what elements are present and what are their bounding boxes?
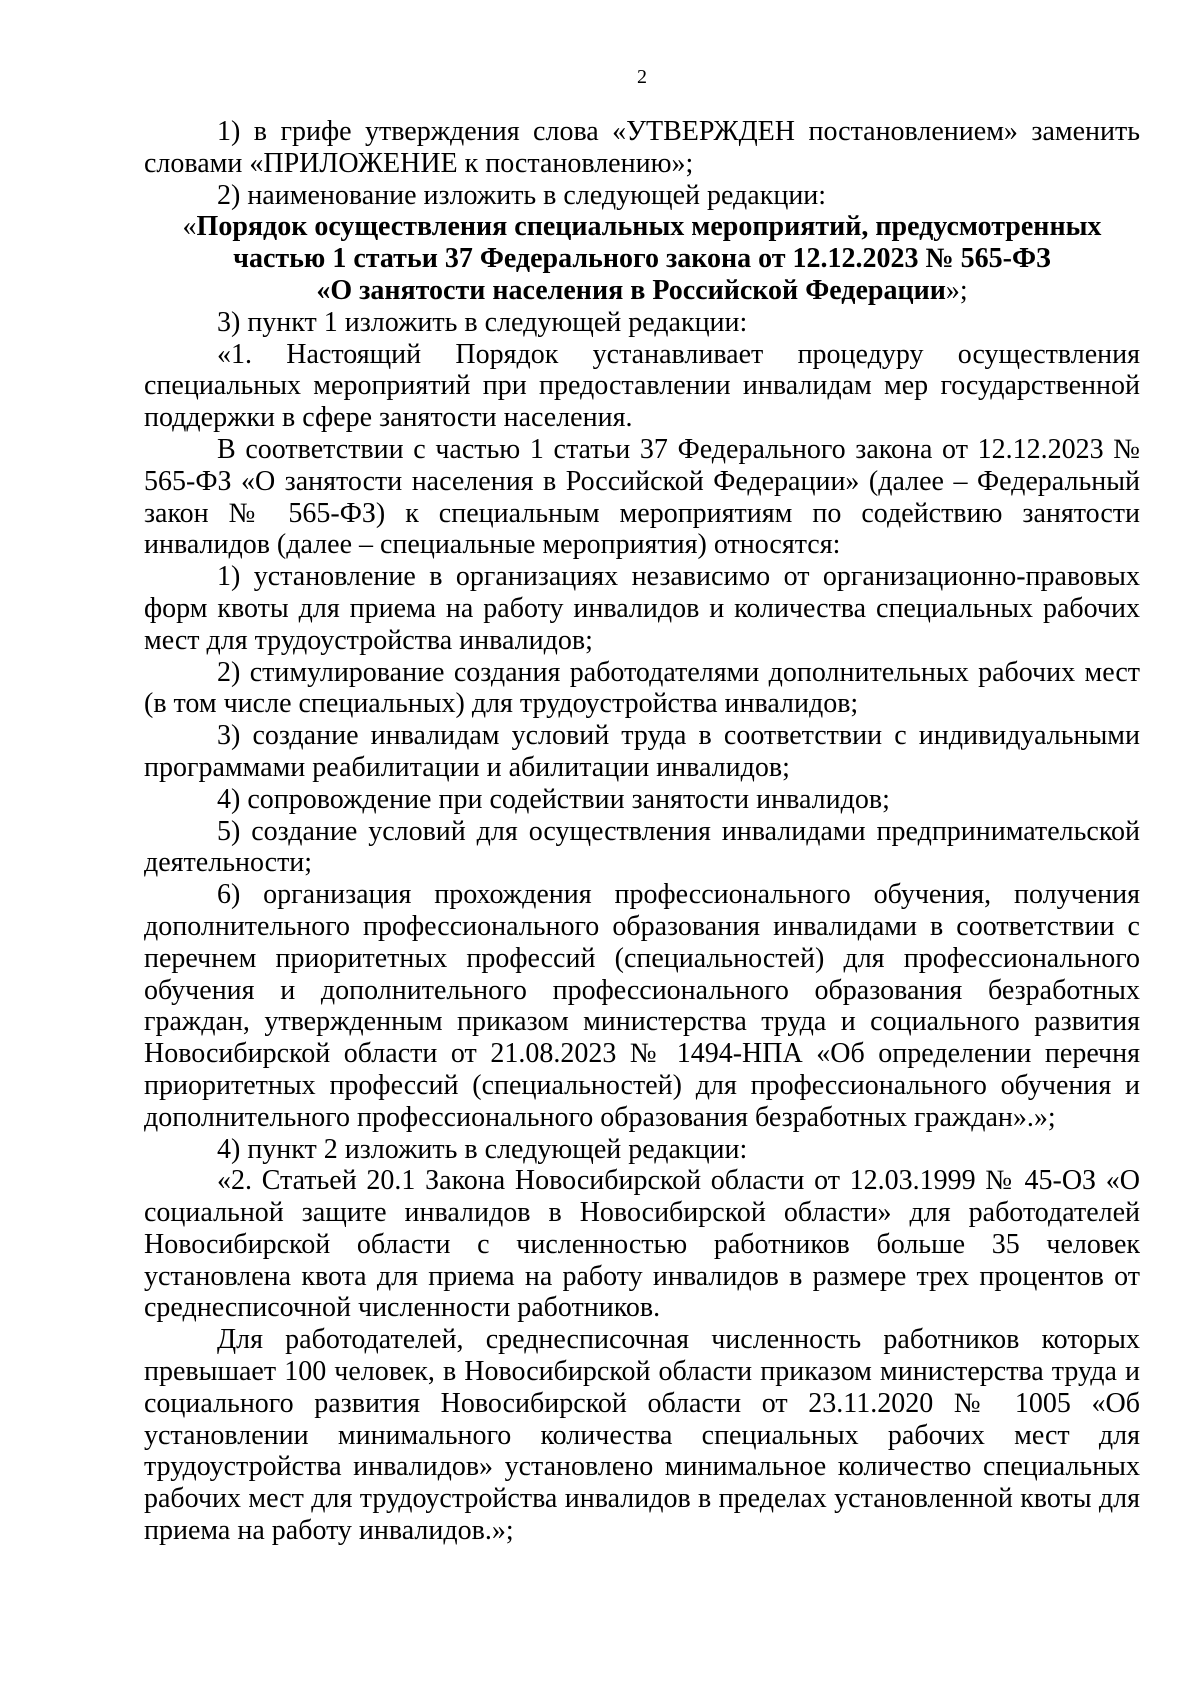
clause-1-paragraph-1: «1. Настоящий Порядок устанавливает процедуру осуществления специальных мероприятий при предоставлении инвалидам мер государственной поддержки в сфере занятости населения. <box>144 338 1140 434</box>
clause-1-list-item: 4) сопровождение при содействии занятости инвалидов; <box>217 783 890 815</box>
new-title-line-3: «О занятости населения в Российской Федерации <box>316 274 946 306</box>
clause-1-list-item: 5) создание условий для осуществления инвалидами предпринимательской деятельности; <box>144 815 1140 879</box>
document-page <box>144 64 1140 1547</box>
clause-1-list-item: 2) стимулирование создания работодателями дополнительных рабочих мест (в том числе специальных) для трудоустройства инвалидов; <box>144 656 1140 720</box>
clause-1-list-item: 6) организация прохождения профессионального обучения, получения дополнительного профессионального образования инвалидами в соответствии с перечнем приоритетных профессий (специальностей) для профессионального обучения и дополнительного профессионального образования безработных граждан, утвержденным приказом министерства труда и социального развития Новосибирской области от 21.08.2023 № 1494-НПА «Об определении перечня приоритетных профессий (специальностей) для профессионального обучения и дополнительного профессионального образования безработных граждан».»; <box>144 879 1140 1133</box>
amendment-item-4: 4) пункт 2 изложить в следующей редакции: <box>217 1133 748 1165</box>
new-title <box>144 211 1140 306</box>
clause-1-paragraph-2: В соответствии с частью 1 статьи 37 Федерального закона от 12.12.2023 № 565-ФЗ «О занятости населения в Российской Федерации» (далее – Федеральный закон № 565-ФЗ) к специальным мероприятиям по содействию занятости инвалидов (далее – специальные мероприятия) относятся: <box>144 433 1140 561</box>
clause-2-paragraph-1: «2. Статьей 20.1 Закона Новосибирской области от 12.03.1999 № 45-ОЗ «О социальной защите инвалидов в Новосибирской области» для работодателей Новосибирской области с численностью работников больше 35 человек установлена квота для приема на работу инвалидов в размере трех процентов от среднесписочной численности работников. <box>144 1165 1140 1324</box>
clause-1-list-item: 1) установление в организациях независимо от организационно-правовых форм квоты для приема на работу инвалидов и количества специальных рабочих мест для трудоустройства инвалидов; <box>144 561 1140 656</box>
new-title-line-2: частью 1 статьи 37 Федерального закона от 12.12.2023 № 565-ФЗ <box>233 243 1051 275</box>
clause-2-paragraph-2: Для работодателей, среднесписочная численность работников которых превышает 100 человек, в Новосибирской области приказом министерства труда и социального развития Новосибирской области от 23.11.2020 № 1005 «Об установлении минимального количества специальных рабочих мест для трудоустройства инвалидов» установлено минимальное количество специальных рабочих мест для трудоустройства инвалидов в пределах установленной квоты для приема на работу инвалидов.»; <box>144 1324 1140 1547</box>
new-title-open-quote: « <box>182 211 197 243</box>
new-title-line-1: Порядок осуществления специальных мероприятий, предусмотренных <box>196 211 1102 243</box>
amendment-item-3: 3) пункт 1 изложить в следующей редакции: <box>217 306 748 338</box>
page-number: 2 <box>637 66 647 88</box>
amendment-item-2: 2) наименование изложить в следующей редакции: <box>217 179 827 211</box>
amendment-item-1: 1) в грифе утверждения слова «УТВЕРЖДЕН постановлением» заменить словами «ПРИЛОЖЕНИЕ к постановлению»; <box>144 116 1140 179</box>
clause-1-list-item: 3) создание инвалидам условий труда в соответствии с индивидуальными программами реабилитации и абилитации инвалидов; <box>144 720 1140 783</box>
new-title-close: »; <box>945 274 968 306</box>
